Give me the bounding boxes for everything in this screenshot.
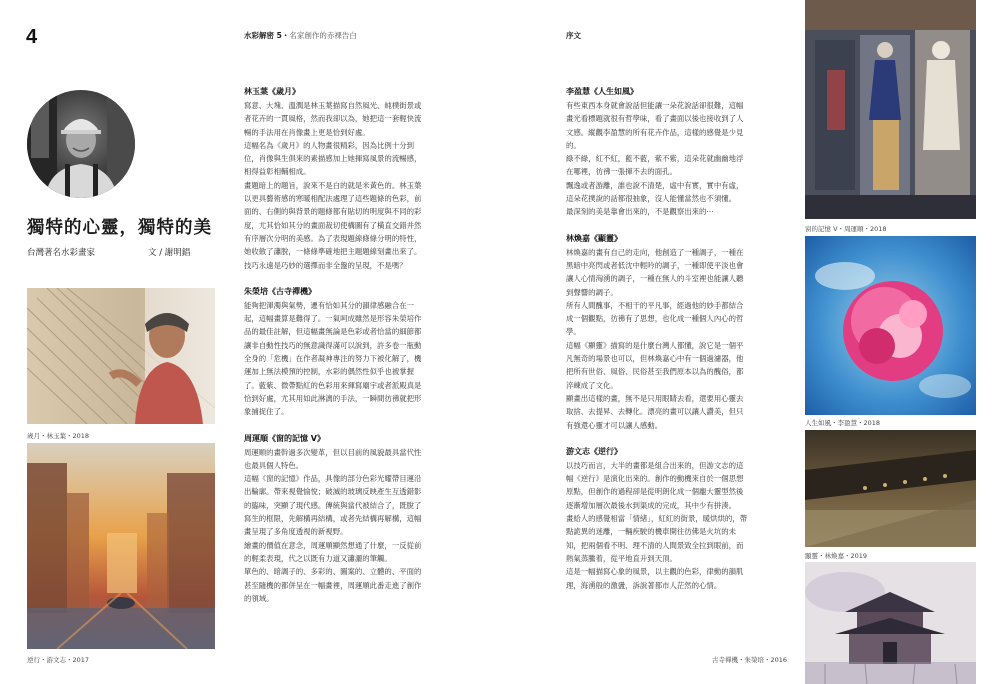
paragraph: 技巧永遠是巧妙的選擇而非全盤的呈現，不是嗎？ xyxy=(244,260,407,270)
section-heading: 游文志《逆行》 xyxy=(566,446,622,456)
article-title: 獨特的心靈，獨特的美 xyxy=(27,218,212,238)
section-heading: 周運順《窗的記憶 V》 xyxy=(244,433,325,443)
section-heading: 朱榮培《古寺禪機》 xyxy=(244,286,316,296)
paragraph: 畫給人的感覺相當「情緒」，紅紅的街景，暖烘烘的，帶點詭異的迷離，一輛疾駛的機車開往彷佛是火坑的未知，把兩個看不明、理不清的人間景致全拉到眼前，而熱氣蒸騰着，從平地直升到天頂。 xyxy=(566,514,748,563)
caption-window-memory: 窗的記憶 V・周運順・2018 xyxy=(805,225,887,233)
painting-years xyxy=(27,288,215,424)
paragraph: 周運順的畫幹過多次變革，但以目前的風貌最具當代性也最具個人特色。 xyxy=(244,447,422,470)
paragraph: 最深刻的美是靠會出來的，不是觀察出來的⋯ xyxy=(566,207,714,217)
caption-temple-zen: 古寺禪機・朱榮培・2016 xyxy=(712,656,788,664)
paragraph: 畫題暗上的題旨，說來不是白的就是米黃色的。林玉葉以更具藝術感的寒暖相配法處理了這些題條的色彩，前面的、右側的與背景的題條都有貼切的明度與不同的彩度，尤其恰如其分的畫面裁切使構圖有了橫直交錯并然有序層次分明的美感。為了表現題線條條分明的特性，她收斂了瀟脫，一條條準確地把主題題線刻畫出來了。 xyxy=(244,180,422,257)
painting-window-memory xyxy=(805,0,976,219)
paragraph: 這幅《顯靈》描寫的是什麼台灣人都懂，說它是一個平凡無奇的場景也可以，但林煥嘉心中有一個過濾器，他把所有世俗、風俗、民俗甚至我們原本以為的醜俗，都淬練成了文化。 xyxy=(566,340,744,390)
painting-retrograde xyxy=(27,443,215,649)
paragraph: 綠不綠，紅不紅，藍不藍，紫不紫，這朵花就幽幽地浮在哪裡，彷彿一張揮不去的面孔。 xyxy=(566,154,744,177)
paragraph: 有些東西本身就會說話但能讓一朵花說話卻很難，這幅畫光看標題就很有哲學味，看了畫面以後也接收到了人文感。縱觀李盈慧的所有花卉作品，這樣的感覺是少見的。 xyxy=(566,101,744,150)
section-you-wenzhi xyxy=(566,445,750,592)
text-column-2 xyxy=(566,85,750,605)
caption-life-like-wind: 人生如風・李盈慧・2018 xyxy=(805,419,881,427)
paragraph: 所有人間醜事，不相干的平凡事，經過他的妙手都結合成一個觀點，彷彿有了思想，也化成一種個人內心的哲學。 xyxy=(566,300,744,337)
section-lin-yuye xyxy=(244,85,428,272)
paragraph: 能夠把渾濁與氣勢，遷有恰如其分的韻律感融合在一起，這幅畫算是難得了。一氣呵成雖然是形容朱榮培作品的最佳註解，但這幅畫無論是色彩或者恰當的細節都讓非自動性技巧的無意識得滿可以說到，許多卷一瓶動全身的「危機」在作者凝神專注的努力下被化解了，機運加上無法模預的控制，水彩的偶然性似乎也被掌握了。藍紫、微帶點紅的色彩用來揮寫廟宇或者派殿真是恰到好處，尤其用如此淋漓的手法，一瞬間彷彿就把形象捕捉住了。 xyxy=(244,300,422,417)
section-lin-huanjia xyxy=(566,232,750,432)
running-title xyxy=(244,30,357,41)
section-li-yinghui xyxy=(566,85,750,219)
caption-apparition: 顯靈・林煥嘉・2019 xyxy=(805,552,868,560)
running-title-bold: 水彩解密 5・ xyxy=(244,31,290,40)
paragraph: 寫意、大塊、溫潤是林玉葉描寫自然風光、純樸街景或者花卉的一貫風格，然而我卻以為，她把這一套輕快流暢的手法用在肖像畫上更是恰到好處。 xyxy=(244,101,422,137)
paragraph: 林煥嘉的畫有自己的走向，他創造了一種調子，一種在黑暗中亮閃或者低沈中輕吟的調子，一種即使平淡也會讓人心情洶湧的調子，一種在無人的斗室裡也能讓人聽到聲響的調子。 xyxy=(566,247,744,297)
page-number: 4 xyxy=(26,26,38,48)
paragraph: 這是一幅描寫心象的風景，以主觀的色彩，律動的韻肌理，海湧般的激盪，訴說著都市人茫然的心情。 xyxy=(566,567,744,590)
paragraph: 繪畫的價值在意念，周運順顯然想通了什麼，一反從前的輕柔表現，代之以既有力道又瀟灑的筆觸。 xyxy=(244,540,422,563)
paragraph: 這幅名為《歲月》的人物畫很精彩，因為比例十分到位，肖像與生俱來的素描感加上她揮寫風景的流暢感，相得益彰相輔相成。 xyxy=(244,140,422,177)
section-label: 序文 xyxy=(566,31,581,40)
article-subtitle: 台灣著名水彩畫家 xyxy=(27,248,96,258)
painting-apparition xyxy=(805,430,976,547)
article-byline: 文 / 謝明錩 xyxy=(148,248,191,258)
section-zhu-rongpei xyxy=(244,285,428,419)
running-title-light: 名家創作的赤裸告白 xyxy=(289,31,357,40)
paragraph: 飄逸或者游離，誰也說不清楚，虛中有實，實中有虛，這朵花撲說的話都很抽象，沒人能懂當然也不須懂。 xyxy=(566,180,744,204)
paragraph: 單色的、暗調子的、多彩的、圖案的、立體的、平面的甚至隨機的都併呈在一幅畫裡，周運順此番走進了創作的領域。 xyxy=(244,567,422,603)
section-heading: 李盈慧《人生如風》 xyxy=(566,87,638,96)
paragraph: 顯畫出這樣的畫，無不是只用眼睛去看，還要用心靈去取捨、去提昇、去轉化。漂亮的畫可以讓人讚美，但只有強還心靈才可以讓人感動。 xyxy=(566,393,744,430)
paragraph: 這幅《窗的記憶》作品，具像的部分色彩光耀帶目運沿出輪廓。帶來視覺愉悅；破滅的玻璃反映產生互透錯影的臨味，突顯了現代感。傳統與當代被結合了，既脫了寫生的框限，先解構再結構，或者先結構再解構，這幅畫呈現了多角度透視的新視野。 xyxy=(244,474,422,537)
text-column-1 xyxy=(244,85,428,618)
section-zhou-yunshun xyxy=(244,432,428,606)
caption-years: 歲月・林玉葉・2018 xyxy=(27,432,90,440)
caption-retrograde: 逆行・游文志・2017 xyxy=(27,656,90,664)
painting-temple-zen xyxy=(805,562,976,684)
author-portrait xyxy=(27,90,135,198)
section-heading: 林玉葉《歲月》 xyxy=(244,87,300,96)
section-heading: 林煥嘉《顯靈》 xyxy=(566,233,622,243)
painting-life-like-wind xyxy=(805,236,976,415)
paragraph: 以技巧而言，大半的畫都是組合出來的，但游文志的這幅《逆行》是演化出來的。創作的動機來自於一個思想原點，但創作的過程卻是從明朗化成一個龐大靈型然後逐漸增加層次最後水到渠成的完成，其中少有拼湊。 xyxy=(566,460,744,510)
